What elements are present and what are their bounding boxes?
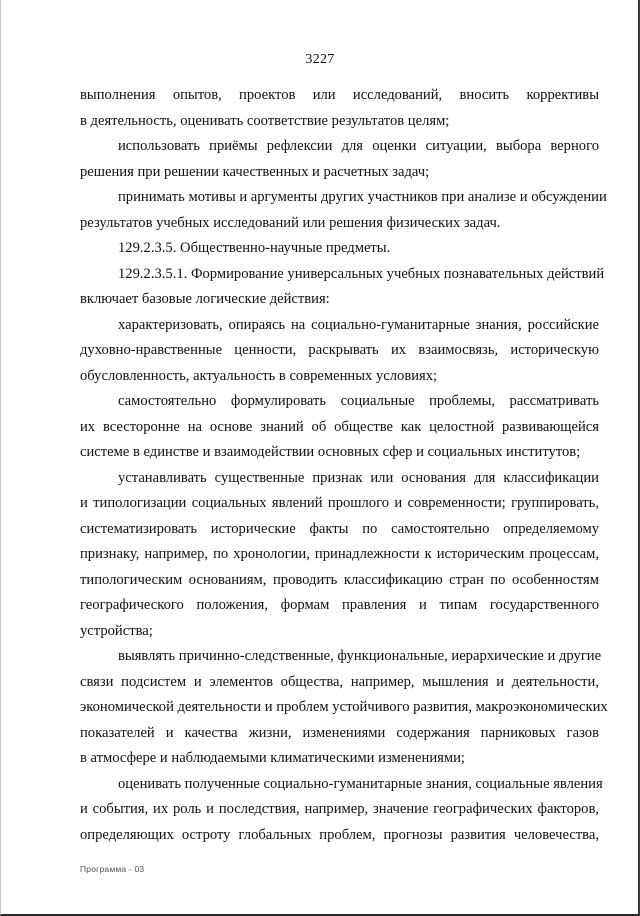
- text-line: использовать приёмы рефлексии для оценки ситуации, выбора верного: [118, 138, 599, 154]
- text-line: географического положения, формам правления и типам государственного: [80, 597, 599, 613]
- text-line: устанавливать существенные признак или основания для классификации: [118, 469, 599, 486]
- text-line: решения при решении качественных и расчетных задач;: [80, 163, 430, 180]
- text-line: показателей и качества жизни, изменениями содержания парниковых газов: [80, 724, 599, 741]
- text-line: экономической деятельности и проблем устойчивого развития, макроэкономических: [80, 699, 608, 715]
- footer-label: Программа - 03: [80, 864, 145, 874]
- text-line: самостоятельно формулировать социальные проблемы, рассматривать: [118, 393, 599, 409]
- text-line: их всесторонне на основе знаний об обществе как целостной развивающейся: [80, 418, 599, 435]
- text-line: признаку, например, по хронологии, принадлежности к историческим процессам,: [80, 546, 599, 562]
- text-line: включает базовые логические действия:: [80, 291, 330, 307]
- text-line: в атмосфере и наблюдаемыми климатическими изменениями;: [80, 750, 465, 766]
- text-line: связи подсистем и элементов общества, например, мышления и деятельности,: [80, 673, 599, 690]
- text-line: и события, их роль и последствия, например, значение географических факторов,: [80, 801, 599, 817]
- document-body: [80, 83, 608, 848]
- text-line: определяющих остроту глобальных проблем, прогнозы развития человечества,: [80, 826, 599, 843]
- text-line: оценивать полученные социально-гуманитарные знания, социальные явления: [118, 775, 603, 792]
- text-line: системе в единстве и взаимодействии основных сфер и социальных институтов;: [80, 444, 581, 460]
- text-line: принимать мотивы и аргументы других участников при анализе и обсуждении: [118, 189, 607, 205]
- text-line: систематизировать исторические факты по самостоятельно определяемому: [80, 520, 599, 537]
- text-line: в деятельность, оценивать соответствие результатов целям;: [80, 112, 450, 129]
- text-line: устройства;: [80, 622, 153, 639]
- text-line: типологическим основаниям, проводить классификацию стран по особенностям: [80, 571, 599, 588]
- text-line: выполнения опытов, проектов или исследований, вносить коррективы: [80, 87, 599, 103]
- text-line: обусловленность, актуальность в современных условиях;: [80, 367, 438, 384]
- text-line: и типологизации социальных явлений прошлого и современности; группировать,: [80, 495, 599, 511]
- page-number: 3227: [305, 52, 335, 67]
- text-line: выявлять причинно-следственные, функциональные, иерархические и другие: [118, 648, 602, 664]
- text-line: 129.2.3.5.1. Формирование универсальных учебных познавательных действий: [118, 265, 605, 282]
- text-line: характеризовать, опираясь на социально-гуманитарные знания, российские: [118, 316, 599, 333]
- text-line: духовно-нравственные ценности, раскрывать их взаимосвязь, историческую: [80, 342, 599, 358]
- section-heading: 129.2.3.5. Общественно-научные предметы.: [118, 240, 391, 256]
- text-line: результатов учебных исследований или решения физических задач.: [80, 214, 501, 231]
